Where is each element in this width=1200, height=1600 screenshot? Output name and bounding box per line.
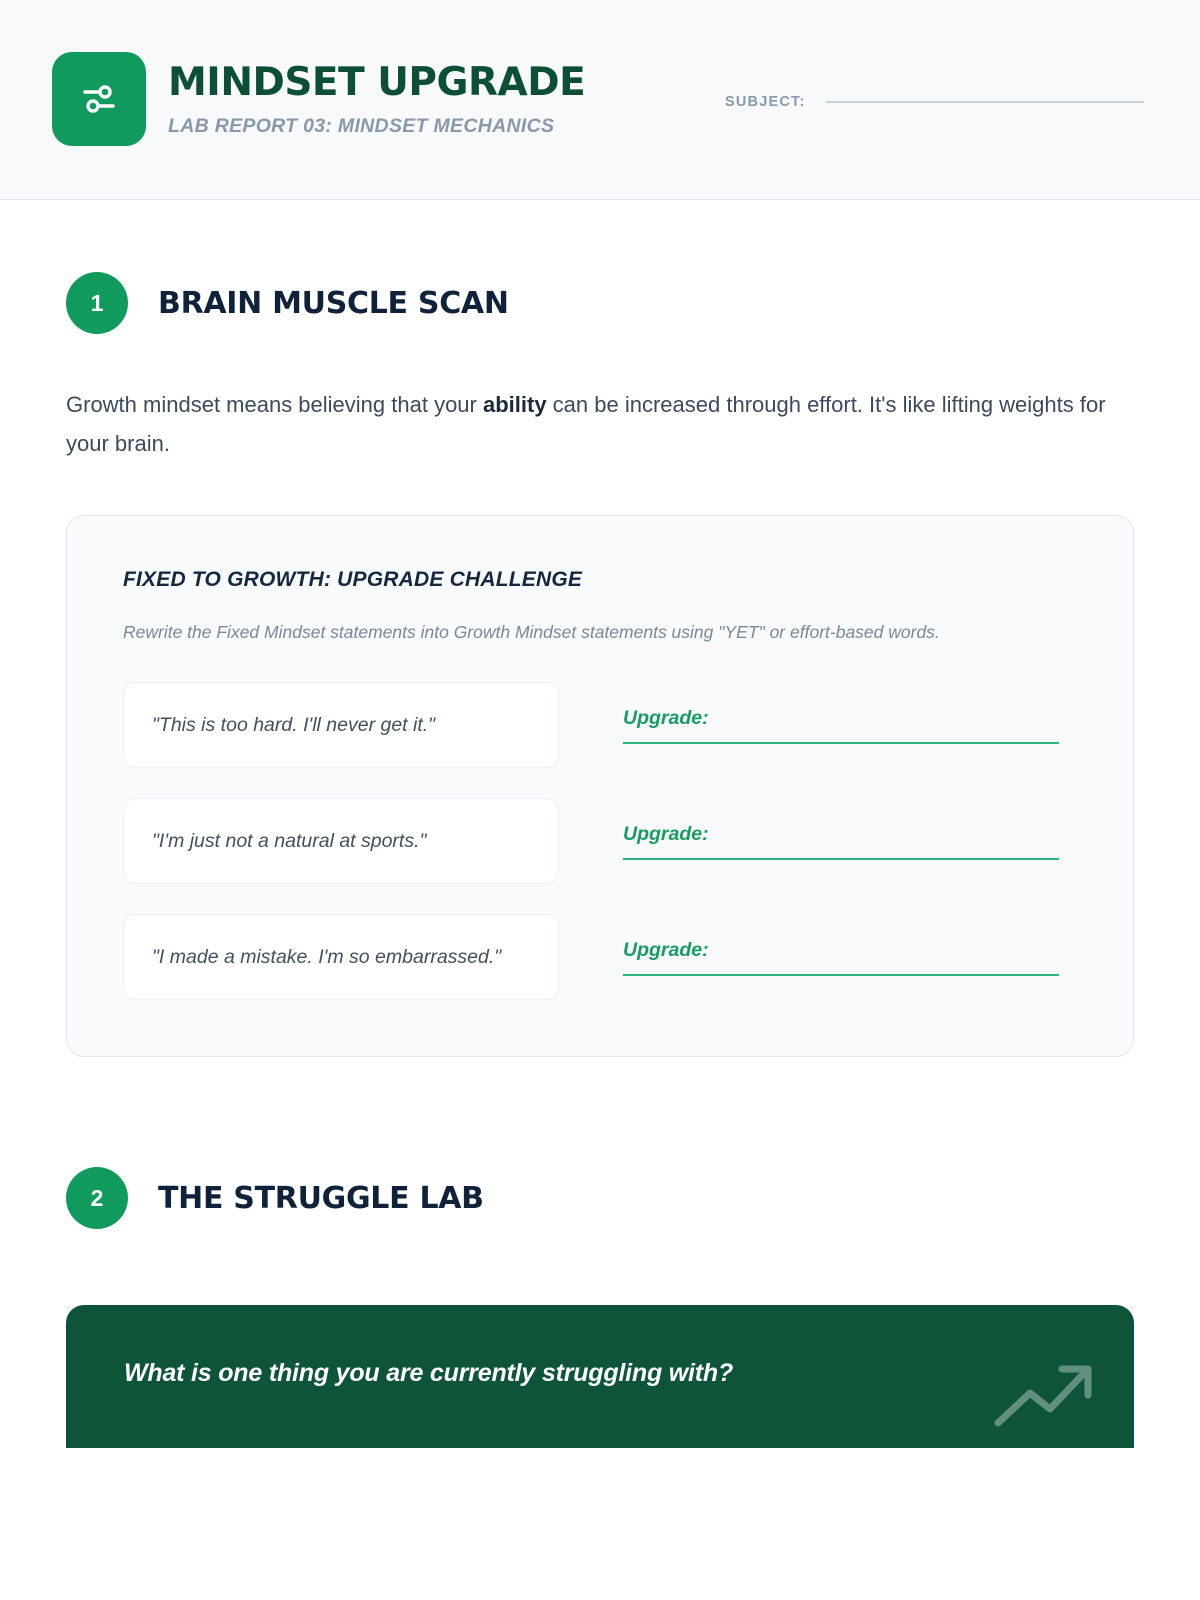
paragraph-text-pre: Growth mindset means believing that your xyxy=(66,392,483,417)
sliders-icon xyxy=(75,75,123,123)
upgrade-challenge-card xyxy=(66,515,1134,1057)
subject-field-group xyxy=(725,94,1144,110)
page-subtitle: LAB REPORT 03: MINDSET MECHANICS xyxy=(168,115,555,137)
upgrade-input-3[interactable] xyxy=(623,939,1059,976)
section-header-1 xyxy=(66,272,1134,334)
upgrade-input-1[interactable] xyxy=(623,707,1059,744)
section-title-2: THE STRUGGLE LAB xyxy=(158,1180,484,1216)
upgrade-label: Upgrade: xyxy=(623,706,709,729)
card-instructions: Rewrite the Fixed Mindset statements into Growth Mindset statements using "YET" or effort-based words. xyxy=(123,622,940,642)
statement-pair-list xyxy=(123,682,1077,1000)
section-number-1: 1 xyxy=(66,272,128,334)
card-title: FIXED TO GROWTH: UPGRADE CHALLENGE xyxy=(123,568,583,591)
section-title-1: BRAIN MUSCLE SCAN xyxy=(158,285,509,321)
statement-pair xyxy=(123,914,1077,1000)
subject-label: SUBJECT: xyxy=(725,94,806,110)
subject-input-line[interactable] xyxy=(826,101,1144,103)
paragraph-emphasis: ability xyxy=(482,392,547,417)
upgrade-input-2[interactable] xyxy=(623,823,1059,860)
paragraph-text-post: can be increased through effort. It's like lifting weights for your brain. xyxy=(66,392,1106,456)
fixed-statement: "This is too hard. I'll never get it." xyxy=(123,682,559,768)
upgrade-label: Upgrade: xyxy=(623,822,709,845)
section-header-2 xyxy=(66,1167,1134,1229)
document-header xyxy=(0,0,1200,200)
statement-pair xyxy=(123,798,1077,884)
struggle-prompt-box xyxy=(66,1305,1134,1448)
statement-pair xyxy=(123,682,1077,768)
section-number-2: 2 xyxy=(66,1167,128,1229)
logo-badge xyxy=(52,52,146,146)
upgrade-label: Upgrade: xyxy=(623,938,709,961)
section-1-paragraph xyxy=(66,386,1126,463)
header-title-group xyxy=(168,52,585,138)
fixed-statement: "I made a mistake. I'm so embarrassed." xyxy=(123,914,559,1000)
fixed-statement: "I'm just not a natural at sports." xyxy=(123,798,559,884)
document-body xyxy=(0,272,1200,1448)
struggle-prompt-text: What is one thing you are currently struggling with? xyxy=(124,1359,734,1387)
page-title: MINDSET UPGRADE xyxy=(168,60,586,105)
